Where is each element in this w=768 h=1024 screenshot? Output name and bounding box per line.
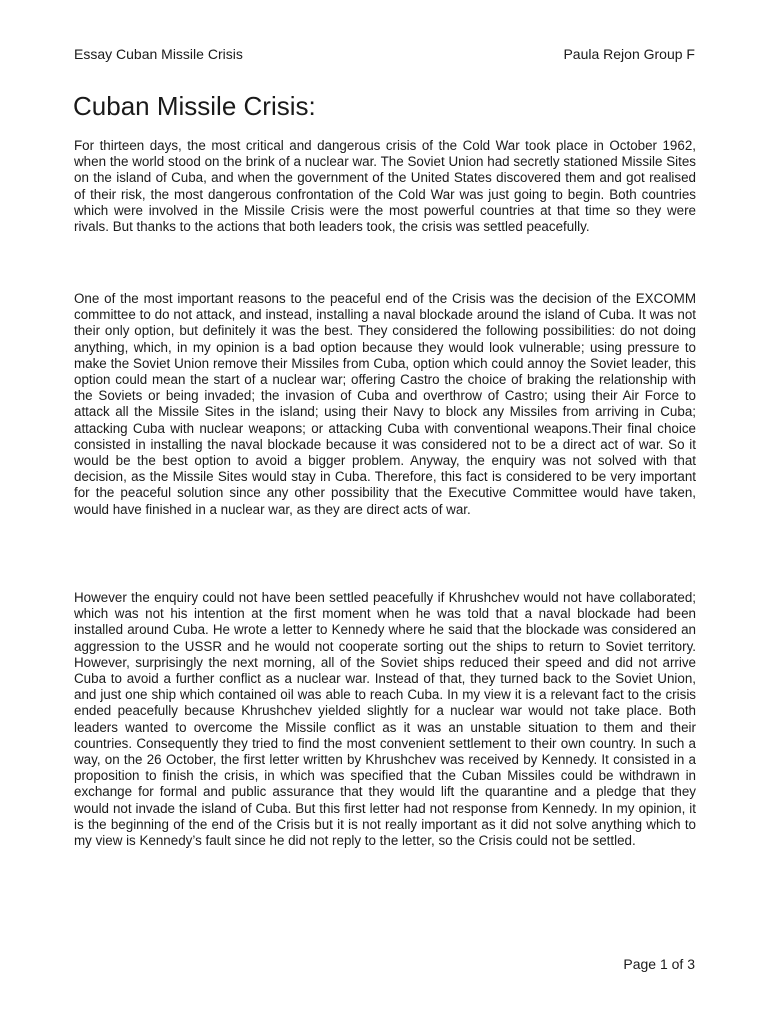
header-author: Paula Rejon Group F [563,46,695,62]
paragraph-introduction: For thirteen days, the most critical and dangerous crisis of the Cold War took place in October 1962, when the world stood on the brink of a nuclear war. The Soviet Union had secretly stationed Missile Sites on the island of Cuba, and when the government of the United States discovered them and got realised of their risk, the most dangerous confrontation of the Cold War was just going to begin. Both countries which were involved in the Missile Crisis were the most powerful countries at that time so they were rivals. But thanks to the actions that both leaders took, the crisis was settled peacefully. [74,138,696,235]
page-title: Cuban Missile Crisis: [73,91,316,121]
paragraph-naval-blockade: One of the most important reasons to the peaceful end of the Crisis was the decision of the EXCOMM committee to do not attack, and instead, installing a naval blockade around the island of Cuba. It was not their only option, but definitely it was the best. They considered the following possibilities: do not doing anything, which, in my opinion is a bad option because they would look vulnerable; using pressure to make the Soviet Union remove their Missiles from Cuba, option which could annoy the Soviet leader, this option could mean the start of a nuclear war; offering Castro the choice of braking the relationship with the Soviets or being invaded; the invasion of Cuba and overthrow of Castro; using their Air Force to attack all the Missile Sites in the island; using their Navy to block any Missiles from arriving in Cuba; attacking Cuba with nuclear weapons; or attacking Cuba with conventional weapons.Their final choice consisted in installing the naval blockade because it was considered not to be a direct act of war. So it would be the best option to avoid a bigger problem. Anyway, the enquiry was not solved with that decision, as the Missile Sites would stay in Cuba. Therefore, this fact is considered to be very important for the peaceful solution since any other possibility that the Executive Committee would have taken, would have finished in a nuclear war, as they are direct acts of war. [74,291,696,517]
paragraph-khrushchev: However the enquiry could not have been settled peacefully if Khrushchev would not have collaborated; which was not his intention at the first moment when he was told that a naval blockade had been installed around Cuba. He wrote a letter to Kennedy where he said that the blockade was considered an aggression to the USSR and he would not cooperate sorting out the ships to return to Soviet territory. However, surprisingly the next morning, all of the Soviet ships reduced their speed and did not arrive Cuba to avoid a further conflict as a nuclear war. Instead of that, they turned back to the Soviet Union, and just one ship which contained oil was able to reach Cuba. In my view it is a relevant fact to the crisis ended peacefully because Khrushchev yielded slightly for a nuclear war would not take place. Both leaders wanted to overcome the Missile conflict as it was an unstable situation to them and their countries. Consequently they tried to find the most convenient settlement to their own country. In such a way, on the 26 October, the first letter written by Khrushchev was received by Kennedy. It consisted in a proposition to finish the crisis, in which was specified that the Cuban Missiles could be withdrawn in exchange for formal and public assurance that they would lift the quarantine and a pledge that they would not invade the island of Cuba. But this first letter had not response from Kennedy. In my opinion, it is the beginning of the end of the Crisis but it is not really important as it did not solve anything which to my view is Kennedy’s fault since he did not reply to the letter, so the Crisis could not be settled. [74,590,696,849]
page-number: Page 1 of 3 [623,956,695,972]
header-essay-title: Essay Cuban Missile Crisis [74,46,243,62]
